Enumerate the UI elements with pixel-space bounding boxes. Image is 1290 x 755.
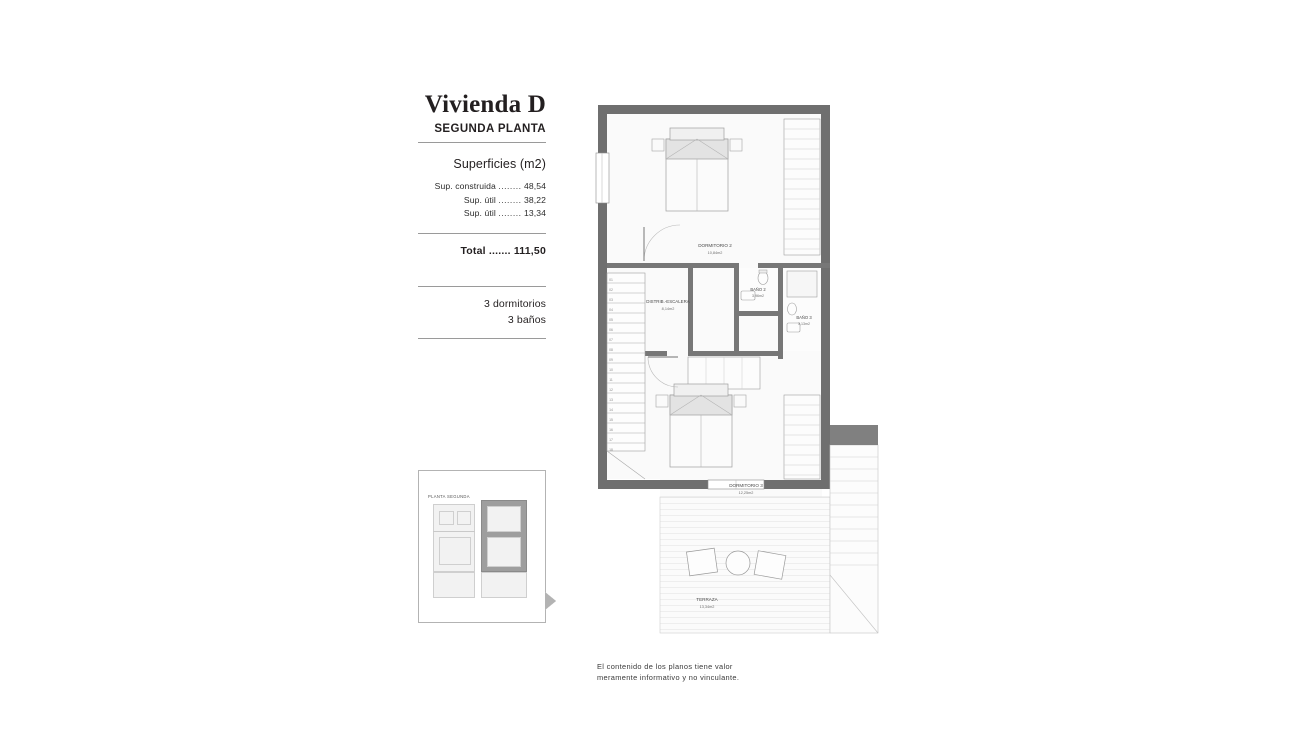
svg-text:09: 09 xyxy=(609,358,613,362)
svg-text:13: 13 xyxy=(609,398,613,402)
room-area: 10,84m2 xyxy=(707,251,723,255)
room-area: 8,14m2 xyxy=(661,307,675,311)
svg-text:17: 17 xyxy=(609,438,613,442)
area-dots: ........ xyxy=(498,207,522,218)
info-panel xyxy=(418,92,546,339)
bathrooms-count: 3 baños xyxy=(507,313,546,326)
svg-text:07: 07 xyxy=(609,338,613,342)
area-dots: ........ xyxy=(498,181,522,192)
divider-title xyxy=(418,142,546,143)
svg-text:03: 03 xyxy=(609,298,613,302)
svg-text:10: 10 xyxy=(609,368,613,372)
room-area: 3,13m2 xyxy=(798,322,810,326)
room-label: BAÑO 3 xyxy=(796,315,812,320)
svg-text:12: 12 xyxy=(609,388,613,392)
key-plan-unit-a-sub xyxy=(457,511,471,525)
svg-text:05: 05 xyxy=(609,318,613,322)
disclaimer-line-2: meramente informativo y no vinculante. xyxy=(597,673,740,683)
area-label: Sup. útil xyxy=(463,207,496,218)
svg-text:08: 08 xyxy=(609,348,613,352)
key-plan-unit-a-sub xyxy=(439,537,471,565)
area-value: 13,34 xyxy=(523,207,546,218)
area-value: 48,54 xyxy=(523,181,546,192)
area-label: Sup. útil xyxy=(463,194,496,205)
svg-text:18: 18 xyxy=(609,448,613,452)
total-block xyxy=(418,233,546,257)
svg-text:01: 01 xyxy=(609,278,613,282)
areas-heading: Superficies (m2) xyxy=(453,157,546,172)
page-subtitle: SEGUNDA PLANTA xyxy=(434,123,546,136)
key-plan-unit-d-room xyxy=(487,506,521,532)
area-dots: ........ xyxy=(498,194,522,205)
svg-text:15: 15 xyxy=(609,418,613,422)
room-terraza xyxy=(660,497,830,633)
staircase xyxy=(607,273,645,479)
key-plan-arrow-icon xyxy=(545,592,556,610)
key-plan-divider xyxy=(433,531,475,532)
room-bano-2 xyxy=(739,268,778,311)
exterior-stair xyxy=(830,425,878,633)
page-title: Vivienda D xyxy=(424,91,546,118)
room-label: DORMITORIO 3 xyxy=(729,483,763,488)
rooms-block xyxy=(418,268,546,339)
title-block xyxy=(418,92,546,143)
room-label: TERRAZA xyxy=(696,597,718,602)
total-row xyxy=(418,234,546,257)
room-area: 13,34m2 xyxy=(699,605,715,609)
svg-text:04: 04 xyxy=(609,308,613,312)
key-plan-unit-a-terrace xyxy=(433,572,475,598)
svg-text:11: 11 xyxy=(609,378,613,382)
svg-text:02: 02 xyxy=(609,288,613,292)
room-area: 3,96m2 xyxy=(752,294,764,298)
key-plan xyxy=(418,470,546,623)
key-plan-unit-d-terrace xyxy=(481,572,527,598)
bedrooms-count: 3 dormitorios xyxy=(484,298,546,311)
room-area: 12,25m2 xyxy=(738,491,754,495)
room-bano-3 xyxy=(783,268,821,351)
svg-text:16: 16 xyxy=(609,428,613,432)
disclaimer xyxy=(597,661,847,684)
area-row xyxy=(418,180,546,193)
svg-text:14: 14 xyxy=(609,408,613,412)
room-label: BAÑO 2 xyxy=(750,287,766,292)
total-value: 111,50 xyxy=(513,245,546,258)
area-value: 38,22 xyxy=(523,194,546,205)
area-row xyxy=(418,207,546,220)
key-plan-unit-d-room xyxy=(487,537,521,567)
area-label: Sup. construida xyxy=(434,181,496,192)
area-row xyxy=(418,194,546,207)
key-plan-label: PLANTA SEGUNDA xyxy=(428,494,470,499)
total-label: Total xyxy=(460,245,486,258)
divider-rooms-bottom xyxy=(418,338,546,339)
total-dots: ....... xyxy=(488,245,511,258)
key-plan-unit-a-sub xyxy=(439,511,454,525)
room-label: DISTRIB.-ESCALERA xyxy=(646,299,690,304)
disclaimer-line-1: El contenido de los planos tiene valor xyxy=(597,662,733,671)
floorplan xyxy=(588,95,908,655)
svg-text:06: 06 xyxy=(609,328,613,332)
room-label: DORMITORIO 2 xyxy=(698,243,732,248)
areas-block xyxy=(418,157,546,220)
